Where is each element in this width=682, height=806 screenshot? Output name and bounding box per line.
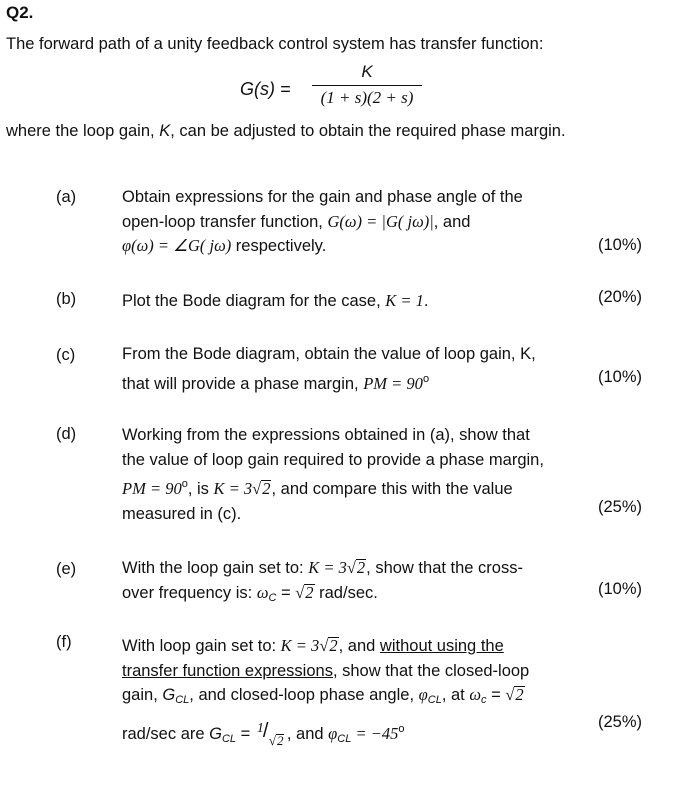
- part-b-marks: (20%): [597, 288, 642, 306]
- part-a-label: (a): [56, 188, 77, 206]
- where-text: where the loop gain, K, can be adjusted to obtain the required phase margin.: [6, 122, 566, 140]
- part-d-text: Working from the expressions obtained in (a), show that the value of loop gain required to provide a phase margin, PM = $90^o$, is K = 3√2, and compare this with the value measured in (c).: [122, 426, 544, 523]
- part-c-label: (c): [56, 346, 76, 364]
- part-e-label: (e): [56, 560, 77, 578]
- tf-fraction: [312, 62, 422, 108]
- question-heading: Q2.: [6, 3, 34, 22]
- tf-denominator: (1 + s)(2 + s): [320, 88, 414, 107]
- part-f-label: (f): [56, 633, 72, 651]
- phase-expression: φ(ω) = ∠G( jω): [122, 236, 232, 255]
- part-d-marks: (25%): [597, 498, 642, 516]
- part-e-text: With the loop gain set to: K = 3√2, show that the cross- over frequency is: $\omega_C = √2$ rad/sec.: [122, 558, 523, 604]
- tf-lhs: G(s) =: [240, 79, 291, 99]
- part-a-text: Obtain expressions for the gain and phase angle of the open-loop transfer function, G(ω) = |G( jω)|, and φ(ω) = ∠G( jω) respectively.: [122, 188, 523, 255]
- part-c-text: From the Bode diagram, obtain the value of loop gain, K, that will provide a phase margin, PM = $90^o$: [122, 345, 536, 393]
- sqrt-two: 2: [262, 479, 271, 498]
- tf-fraction-bar: [312, 85, 422, 86]
- slash-fraction: 1 / √2: [256, 719, 284, 748]
- tf-numerator: K: [361, 62, 373, 81]
- part-b-text: Plot the Bode diagram for the case, K = 1.: [122, 291, 429, 310]
- intro-text: The forward path of a unity feedback control system has transfer function:: [6, 35, 544, 53]
- part-e-marks: (10%): [597, 580, 642, 598]
- part-d-label: (d): [56, 425, 77, 443]
- gain-expression: G(ω) = |G( jω)|: [327, 211, 434, 231]
- part-a-marks: (10%): [597, 236, 642, 254]
- part-f-text: With loop gain set to: K = 3√2, and without using the transfer function expressions, show that the closed-loop gain, $G_{CL}$, and closed-loop phase angle, $\varphi_{CL}$, at $\omega_c = √2$ rad/sec are $G_{CL}$ = 1 / √2 , and $\varphi_{CL} = -45^o$: [122, 636, 530, 748]
- part-c-marks: (10%): [597, 368, 642, 386]
- part-f-marks: (25%): [597, 713, 642, 731]
- part-b-label: (b): [56, 290, 77, 308]
